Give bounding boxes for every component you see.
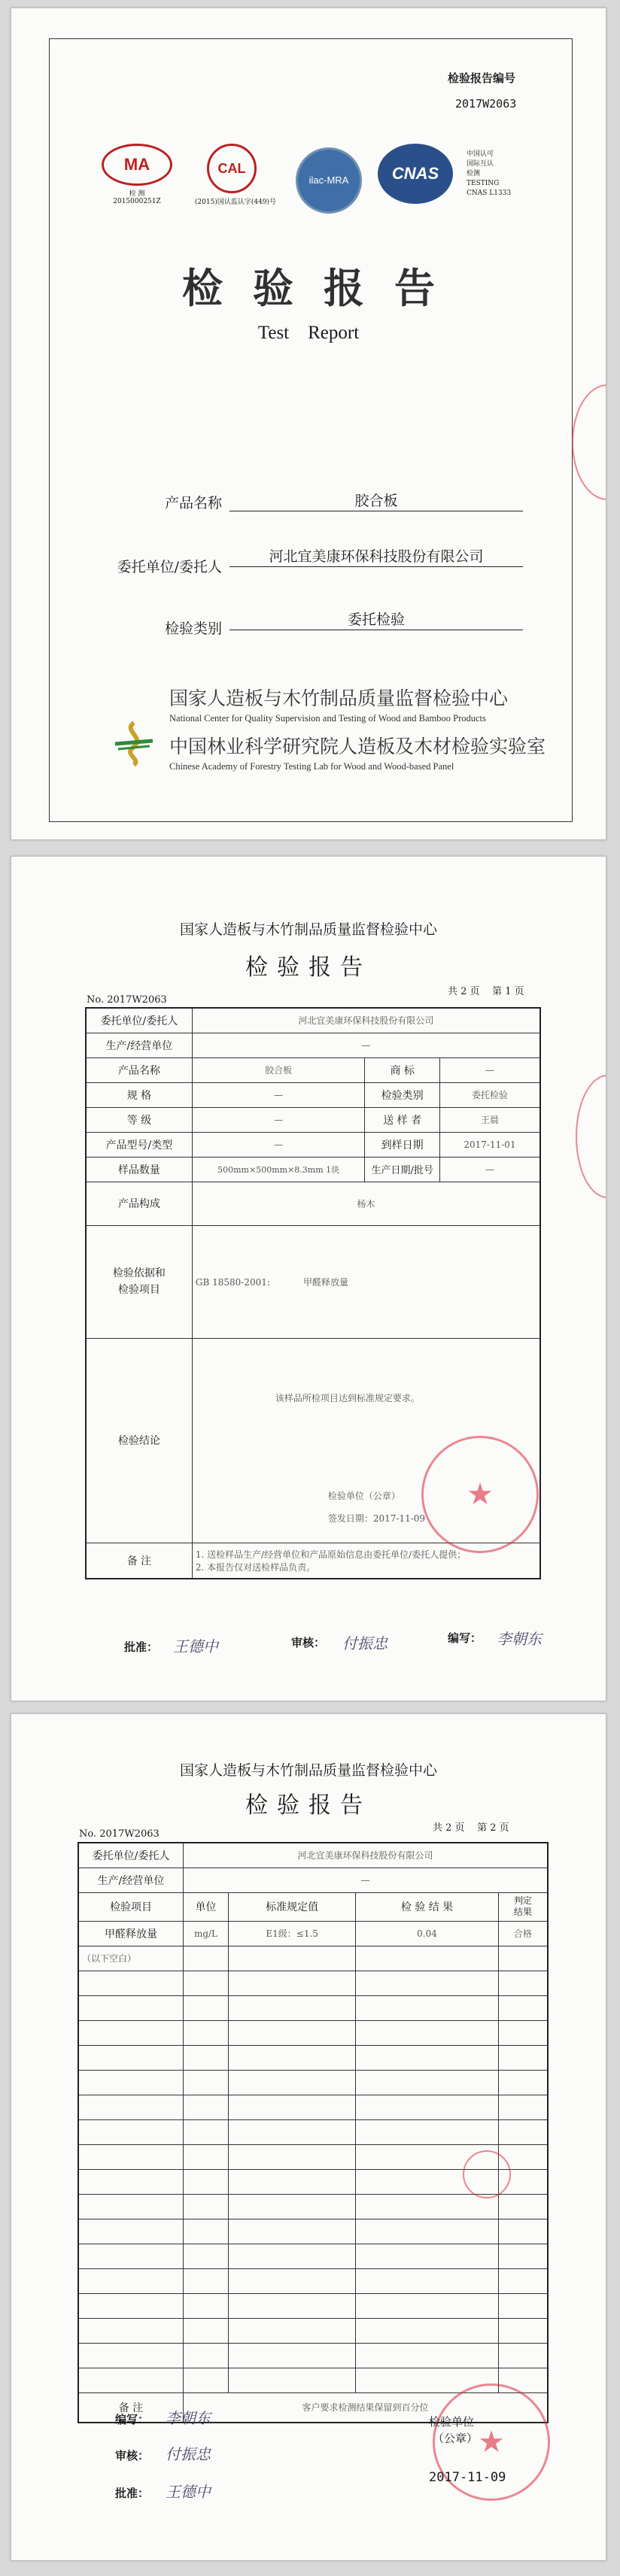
center-name-cn-1: 国家人造板与木竹制品质量监督检验中心 <box>169 687 509 709</box>
cell-label: 产品构成 <box>86 1182 192 1225</box>
remark-line: 1. 送检样品生产/经营单位和产品原始信息由委托单位/委托人提供； <box>195 1549 467 1560</box>
test-result-table <box>78 1842 549 2423</box>
cell-label: 检验依据和 检验项目 <box>86 1225 192 1338</box>
table-row <box>86 1157 540 1182</box>
table-row <box>86 1182 540 1225</box>
cma-number: 2015000251Z <box>113 198 161 205</box>
empty-row <box>78 1995 548 2020</box>
column-header: 标准规定值 <box>228 1892 355 1921</box>
cma-caption: 检 测 <box>129 190 145 198</box>
empty-row <box>78 2244 548 2268</box>
cell-value: 王晨 <box>439 1107 540 1132</box>
column-header: 检 验 结 果 <box>356 1892 498 1921</box>
table-row <box>86 1057 540 1082</box>
test-category-label: 检验类别 <box>164 620 222 637</box>
report-page-1 <box>11 856 606 1701</box>
empty-row <box>78 2293 548 2318</box>
table-row <box>86 1107 540 1132</box>
product-name-value: 胶合板 <box>229 490 523 511</box>
cell-value: 客户要求检测结果保留到百分位 <box>184 2392 548 2423</box>
cal-caption: (2015)国认监认字(449)号 <box>194 199 277 206</box>
review-label: 审核： <box>291 1636 326 1649</box>
compile-signature: 李朝东 <box>166 2409 211 2427</box>
empty-row <box>78 2343 548 2368</box>
center-name-cn-2: 中国林业科学研究院人造板及木材检验实验室 <box>169 736 546 757</box>
table-header-row <box>78 1892 548 1921</box>
column-header: 判定 结果 <box>498 1892 548 1921</box>
report-number-label: 检验报告编号 <box>448 71 516 85</box>
cell-value: 杨木 <box>192 1182 540 1225</box>
table-row <box>78 1946 548 1971</box>
report-date: 2017-11-09 <box>429 2470 506 2485</box>
red-seal-stamp-small <box>463 2150 511 2198</box>
seal-text: 检验单位（公章） <box>327 1490 400 1501</box>
center-logo-icon <box>108 715 160 768</box>
cell-label: 备 注 <box>78 2392 184 2423</box>
cell-value: — <box>192 1082 365 1107</box>
center-name-en-1: National Center for Quality Supervision and Testing of Wood and Bamboo Products <box>169 713 486 724</box>
cell-label: 生产/经营单位 <box>78 1868 184 1892</box>
cell-value: 胶合板 <box>192 1057 365 1082</box>
cell-label: 生产/经营单位 <box>86 1033 192 1057</box>
empty-row <box>78 2119 548 2144</box>
table-row <box>78 1868 548 1892</box>
page-title: 检验报告 <box>245 1792 372 1819</box>
center-name-en-2: Chinese Academy of Forestry Testing Lab for Wood and Wood-based Panel <box>169 761 454 772</box>
report-number: No. 2017W2063 <box>87 994 167 1006</box>
page-info: 共 2 页 第 1 页 <box>448 986 524 997</box>
empty-row <box>78 2318 548 2343</box>
red-seal-stamp-edge <box>576 1075 606 1198</box>
review-signature: 付振忠 <box>166 2445 211 2463</box>
table-row <box>78 1843 548 1868</box>
cell-value <box>192 1225 540 1338</box>
table-row <box>86 1082 540 1107</box>
cell-value: E1级：≤1.5 <box>228 1921 355 1946</box>
cell-value: 500mm×500mm×8.3mm 1块 <box>192 1157 365 1182</box>
empty-row <box>78 2020 548 2045</box>
red-seal-stamp <box>421 1436 539 1553</box>
report-number: No. 2017W2063 <box>79 1828 160 1840</box>
empty-row <box>78 2095 548 2119</box>
cal-logo <box>190 144 277 211</box>
cell-label: 商 标 <box>365 1057 440 1082</box>
cell-value: — <box>192 1107 365 1132</box>
cell-value: — <box>184 1868 548 1892</box>
column-header: 单位 <box>184 1892 229 1921</box>
cell-value: mg/L <box>184 1921 229 1946</box>
cell-label: 等 级 <box>86 1107 192 1132</box>
cnas-text-line: 检测 <box>467 170 481 177</box>
cell-value: 合格 <box>498 1921 548 1946</box>
conclusion-text: 该样品所检项目达到标准规定要求。 <box>275 1392 420 1403</box>
table-row <box>86 1132 540 1157</box>
cell-value: 委托检验 <box>439 1082 540 1107</box>
approve-label: 批准： <box>124 1640 159 1654</box>
table-row <box>86 1225 540 1338</box>
approve-signature: 王德中 <box>166 2483 211 2501</box>
empty-row <box>78 2194 548 2219</box>
empty-row <box>78 2219 548 2244</box>
cell-label: 检验类别 <box>365 1082 440 1107</box>
cnas-text-line: TESTING <box>467 180 500 187</box>
empty-row <box>78 2268 548 2293</box>
cell-value: 甲醛释放量 <box>78 1921 184 1946</box>
remark-line: 2. 本报告仅对送检样品负责。 <box>195 1561 316 1573</box>
cma-mark: MA <box>102 144 172 186</box>
cell-value: 0.04 <box>356 1921 498 1946</box>
seal-star-icon: ★ <box>478 2425 505 2459</box>
red-seal-stamp <box>572 384 606 500</box>
cell-label: 规 格 <box>86 1082 192 1107</box>
review-label: 审核： <box>115 2449 150 2462</box>
page-header: 国家人造板与木竹制品质量监督检验中心 <box>179 1762 437 1779</box>
cover-page <box>11 8 606 840</box>
test-category-value: 委托检验 <box>229 608 523 630</box>
table-row <box>86 1033 540 1057</box>
issue-date: 签发日期：2017-11-09 <box>327 1513 426 1524</box>
report-page-2 <box>11 1713 606 2561</box>
compile-label: 编写： <box>115 2413 150 2426</box>
cover-title: 检验报告 <box>182 265 465 312</box>
cnas-logo <box>374 144 457 211</box>
cell-value: 2017-11-01 <box>439 1132 540 1157</box>
report-number: 2017W2063 <box>455 97 517 111</box>
cnas-mark: CNAS <box>378 144 453 204</box>
cell-value: 河北宜美康环保科技股份有限公司 <box>192 1008 540 1033</box>
compile-label: 编写： <box>448 1631 482 1645</box>
blank-note: （以下空白） <box>78 1946 184 1971</box>
cell-label: 检验结论 <box>86 1338 192 1543</box>
cell-label: 委托单位/委托人 <box>86 1008 192 1033</box>
cell-value: 河北宜美康环保科技股份有限公司 <box>184 1843 548 1868</box>
cnas-text-line: 国际互认 <box>467 160 494 168</box>
cell-label: 到样日期 <box>365 1132 440 1157</box>
empty-row <box>78 2070 548 2095</box>
cell-value: — <box>439 1057 540 1082</box>
seal-sublabel: （公章） <box>433 2432 479 2445</box>
approve-signature: 王德中 <box>173 1637 218 1655</box>
client-value: 河北宜美康环保科技股份有限公司 <box>229 545 523 567</box>
cell-label: 样品数量 <box>86 1157 192 1182</box>
table-row <box>86 1008 540 1033</box>
page-info: 共 2 页 第 2 页 <box>433 1822 509 1834</box>
review-signature: 付振忠 <box>342 1634 388 1652</box>
page-title: 检验报告 <box>245 954 372 981</box>
cell-label: 送 样 者 <box>365 1107 440 1132</box>
product-name-label: 产品名称 <box>164 495 222 511</box>
cell-value: — <box>439 1157 540 1182</box>
cnas-text <box>467 150 511 199</box>
seal-star-icon: ★ <box>467 1477 494 1512</box>
client-label: 委托单位/委托人 <box>117 559 222 575</box>
page-header: 国家人造板与木竹制品质量监督检验中心 <box>179 921 437 938</box>
cover-subtitle: Test Report <box>257 323 360 343</box>
empty-row <box>78 2045 548 2070</box>
cnas-text-line: CNAS L1333 <box>467 190 512 197</box>
compile-signature: 李朝东 <box>497 1630 542 1648</box>
seal-label: 检验单位 <box>429 2415 475 2429</box>
cell-label: 委托单位/委托人 <box>78 1843 184 1868</box>
basis-standard: GB 18580-2001: <box>195 1276 270 1288</box>
cnas-text-line: 中国认可 <box>467 150 494 158</box>
approve-label: 批准： <box>115 2486 150 2500</box>
cell-value: — <box>192 1033 540 1057</box>
cell-label: 产品型号/类型 <box>86 1132 192 1157</box>
cell-label: 生产日期/批号 <box>365 1157 440 1182</box>
table-row <box>78 1921 548 1946</box>
empty-row <box>78 1971 548 1995</box>
cma-logo <box>96 144 178 211</box>
cell-value: — <box>192 1132 365 1157</box>
ilac-mra-logo <box>291 147 366 200</box>
cal-mark: CAL <box>207 144 257 193</box>
cell-label: 备 注 <box>86 1543 192 1579</box>
column-header: 检验项目 <box>78 1892 184 1921</box>
cell-label: 产品名称 <box>86 1057 192 1082</box>
ilac-mark: ilac-MRA <box>296 147 362 214</box>
basis-item: 甲醛释放量 <box>303 1276 349 1288</box>
